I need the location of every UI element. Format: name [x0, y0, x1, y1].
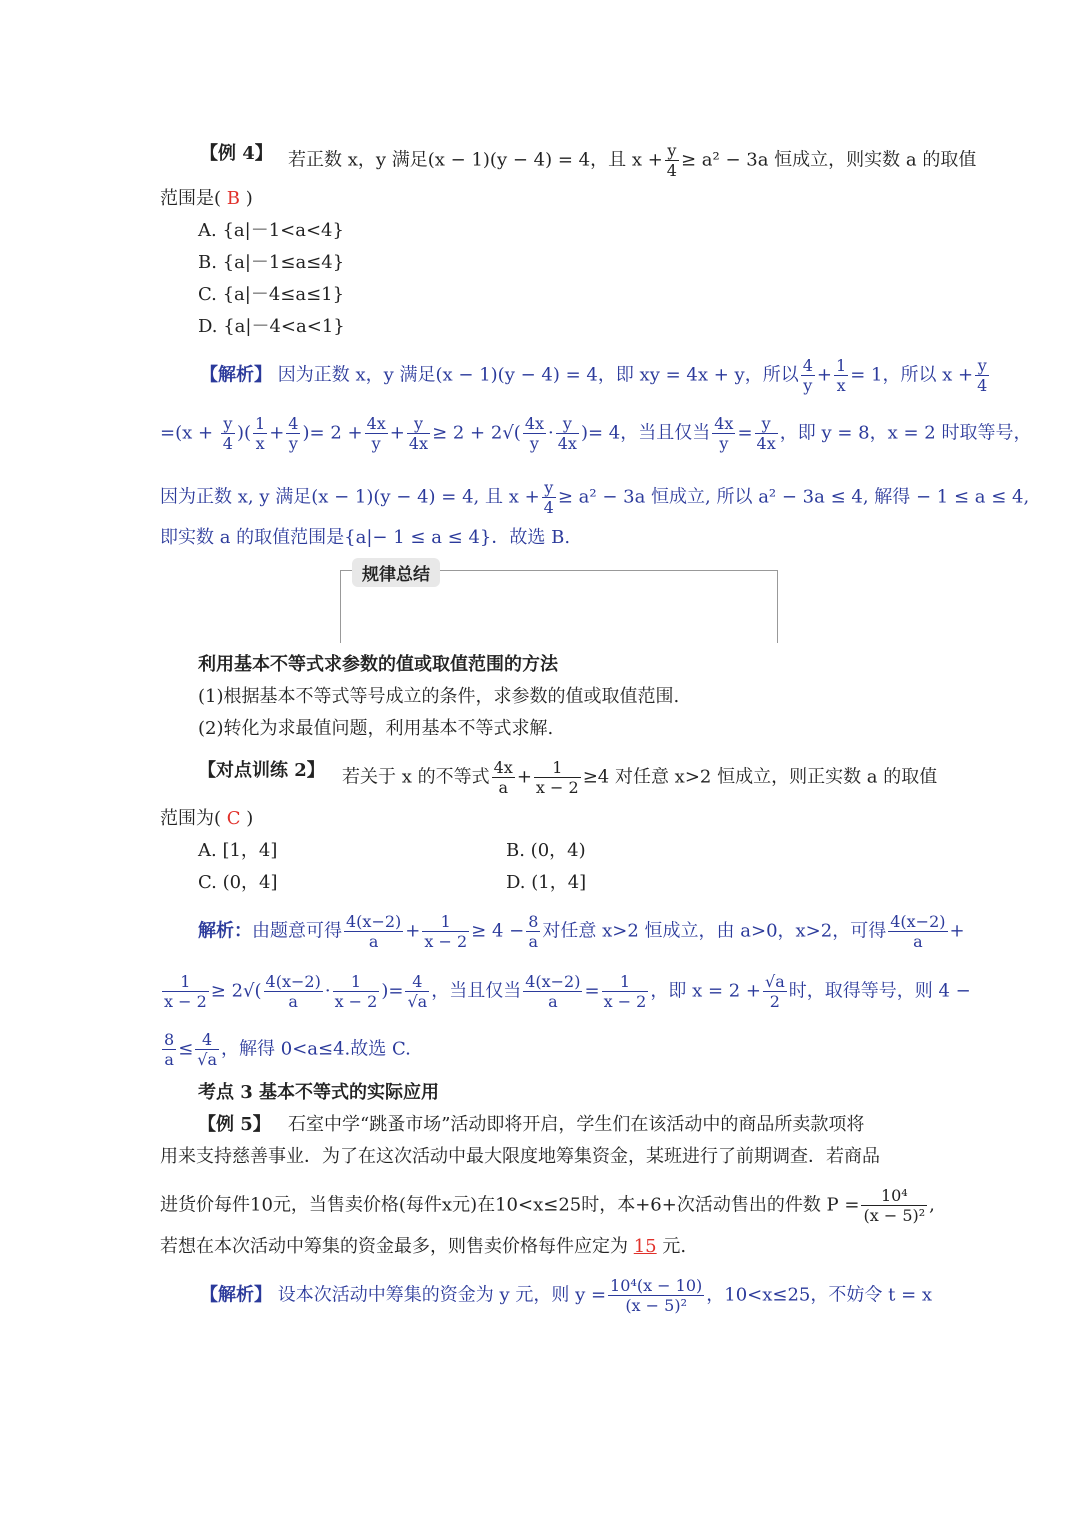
drill-2-option-b: B. (0，4)	[506, 840, 586, 861]
solution-4-line4: 即实数 a 的取值范围是{a|− 1 ≤ a ≤ 4}．故选 B.	[160, 527, 571, 548]
rule-summary-title: 规律总结	[352, 558, 440, 587]
method-title: 利用基本不等式求参数的值或取值范围的方法	[198, 654, 558, 675]
drill-2-option-d: D. (1，4]	[506, 872, 587, 893]
method-point-2: (2)转化为求最值问题，利用基本不等式求解.	[198, 718, 554, 739]
example-4-answer: B	[226, 188, 240, 209]
drill-2-option-c: C. (0，4]	[198, 872, 278, 893]
example-5-line1: 石室中学“跳蚤市场”活动即将开启，学生们在该活动中的商品所卖款项将	[288, 1114, 865, 1135]
example-4-option-a: A. {a|－1<a<4}	[198, 220, 344, 241]
solution-4-line1: 【解析】 因为正数 x，y 满足(x − 1)(y − 4) = 4，即 xy = 4x + y，所以 $\frac{4}{y}$ + $\frac{1}{x}$ = 1，所以 x + $\frac{y}{4}$	[200, 356, 988, 395]
solution-2-line1: 解析：由题意可得 $\frac{4(x-2)}{a}$ + $\frac{1}{x - 2}$ ≥ 4 − $\frac{8}{a}$ 对任意 x>2 恒成立，由 a>0，x>2，可得 $\frac{4(x-2)}{a}$ +	[198, 912, 965, 951]
drill-2-question-line1: 若关于 x 的不等式 $\frac{4x}{a}$ + $\frac{1}{x - 2}$ ≥4 对任意 x>2 恒成立，则正实数 a 的取值	[342, 758, 938, 797]
example-5-line3: 进货价每件10元，当售卖价格(每件x元)在10<x≤25时，本+6+次活动售出的件数 P = $\frac{\text{10⁴}}{\text{(x − 5)²}}$ ,	[160, 1186, 935, 1225]
example-5-tag: 【例 5】	[198, 1114, 271, 1135]
example-4-option-d: D. {a|－4<a<1}	[198, 316, 345, 337]
solution-4-line2: =(x + $\frac{y}{4}$ )( $\frac{1}{x}$ + $\frac{4}{y}$ )= 2 + $\frac{4x}{y}$ + $\frac{y}{4x}$ ≥ 2 + 2√( $\frac{4x}{y}$ · $\frac{y}{4x}$ )= 4，当且仅当 $\frac{4x}{y}$ = $\frac{y}{4x}$ ，即 y = 8，x = 2 时取等号，	[160, 414, 1032, 453]
solution-2-line2: $\frac{1}{x - 2}$ ≥ 2√( $\frac{4(x-2)}{a}$ · $\frac{1}{x - 2}$ )= $\frac{4}{√a}$ ，当且仅当 $\frac{4(x-2)}{a}$ = $\frac{1}{x - 2}$ ，即 x = 2 + $\frac{√a}{2}$ 时，取得等号，则 4 −	[164, 972, 971, 1011]
example-5-line2: 用来支持慈善事业．为了在这次活动中最大限度地筹集资金，某班进行了前期调查．若商品	[160, 1146, 880, 1167]
drill-2-tag: 【对点训练 2】	[198, 760, 325, 781]
example-4-question-line2: 范围是( B )	[160, 188, 253, 209]
method-point-1: (1)根据基本不等式等号成立的条件，求参数的值或取值范围.	[198, 686, 680, 707]
solution-4-line3: 因为正数 x, y 满足(x − 1)(y − 4) = 4, 且 x + $\frac{y}{4}$ ≥ a² − 3a 恒成立, 所以 a² − 3a ≤ 4, 解得 − 1 ≤ a ≤ 4,	[160, 478, 1030, 517]
drill-2-option-a: A. [1，4]	[198, 840, 278, 861]
example-5-line4: 若想在本次活动中筹集的资金最多，则售卖价格每件应定为 15 元.	[160, 1236, 687, 1257]
point-3-title: 考点 3 基本不等式的实际应用	[198, 1082, 440, 1103]
example-4-question-line1: 若正数 x，y 满足(x − 1)(y − 4) = 4，且 x + $\frac{y}{4}$ ≥ a² − 3a 恒成立，则实数 a 的取值	[288, 141, 977, 180]
example-5-answer: 15	[633, 1236, 657, 1257]
example-4-option-b: B. {a|－1≤a≤4}	[198, 252, 345, 273]
drill-2-answer: C	[226, 808, 241, 829]
solution-2-line3: $\frac{8}{a}$ ≤ $\frac{4}{√a}$ ，解得 0<a≤4.故选 C.	[164, 1030, 411, 1069]
drill-2-question-line2: 范围为( C )	[160, 808, 254, 829]
example-4-option-c: C. {a|－4≤a≤1}	[198, 284, 345, 305]
example-4-tag: 【例 4】	[200, 143, 273, 164]
solution-5-line1: 【解析】 设本次活动中筹集的资金为 y 元，则 y = $\frac{\text{10⁴(x − 10)}}{\text{(x − 5)²}}$ ，10<x≤25，不妨令 t = x	[200, 1276, 933, 1315]
